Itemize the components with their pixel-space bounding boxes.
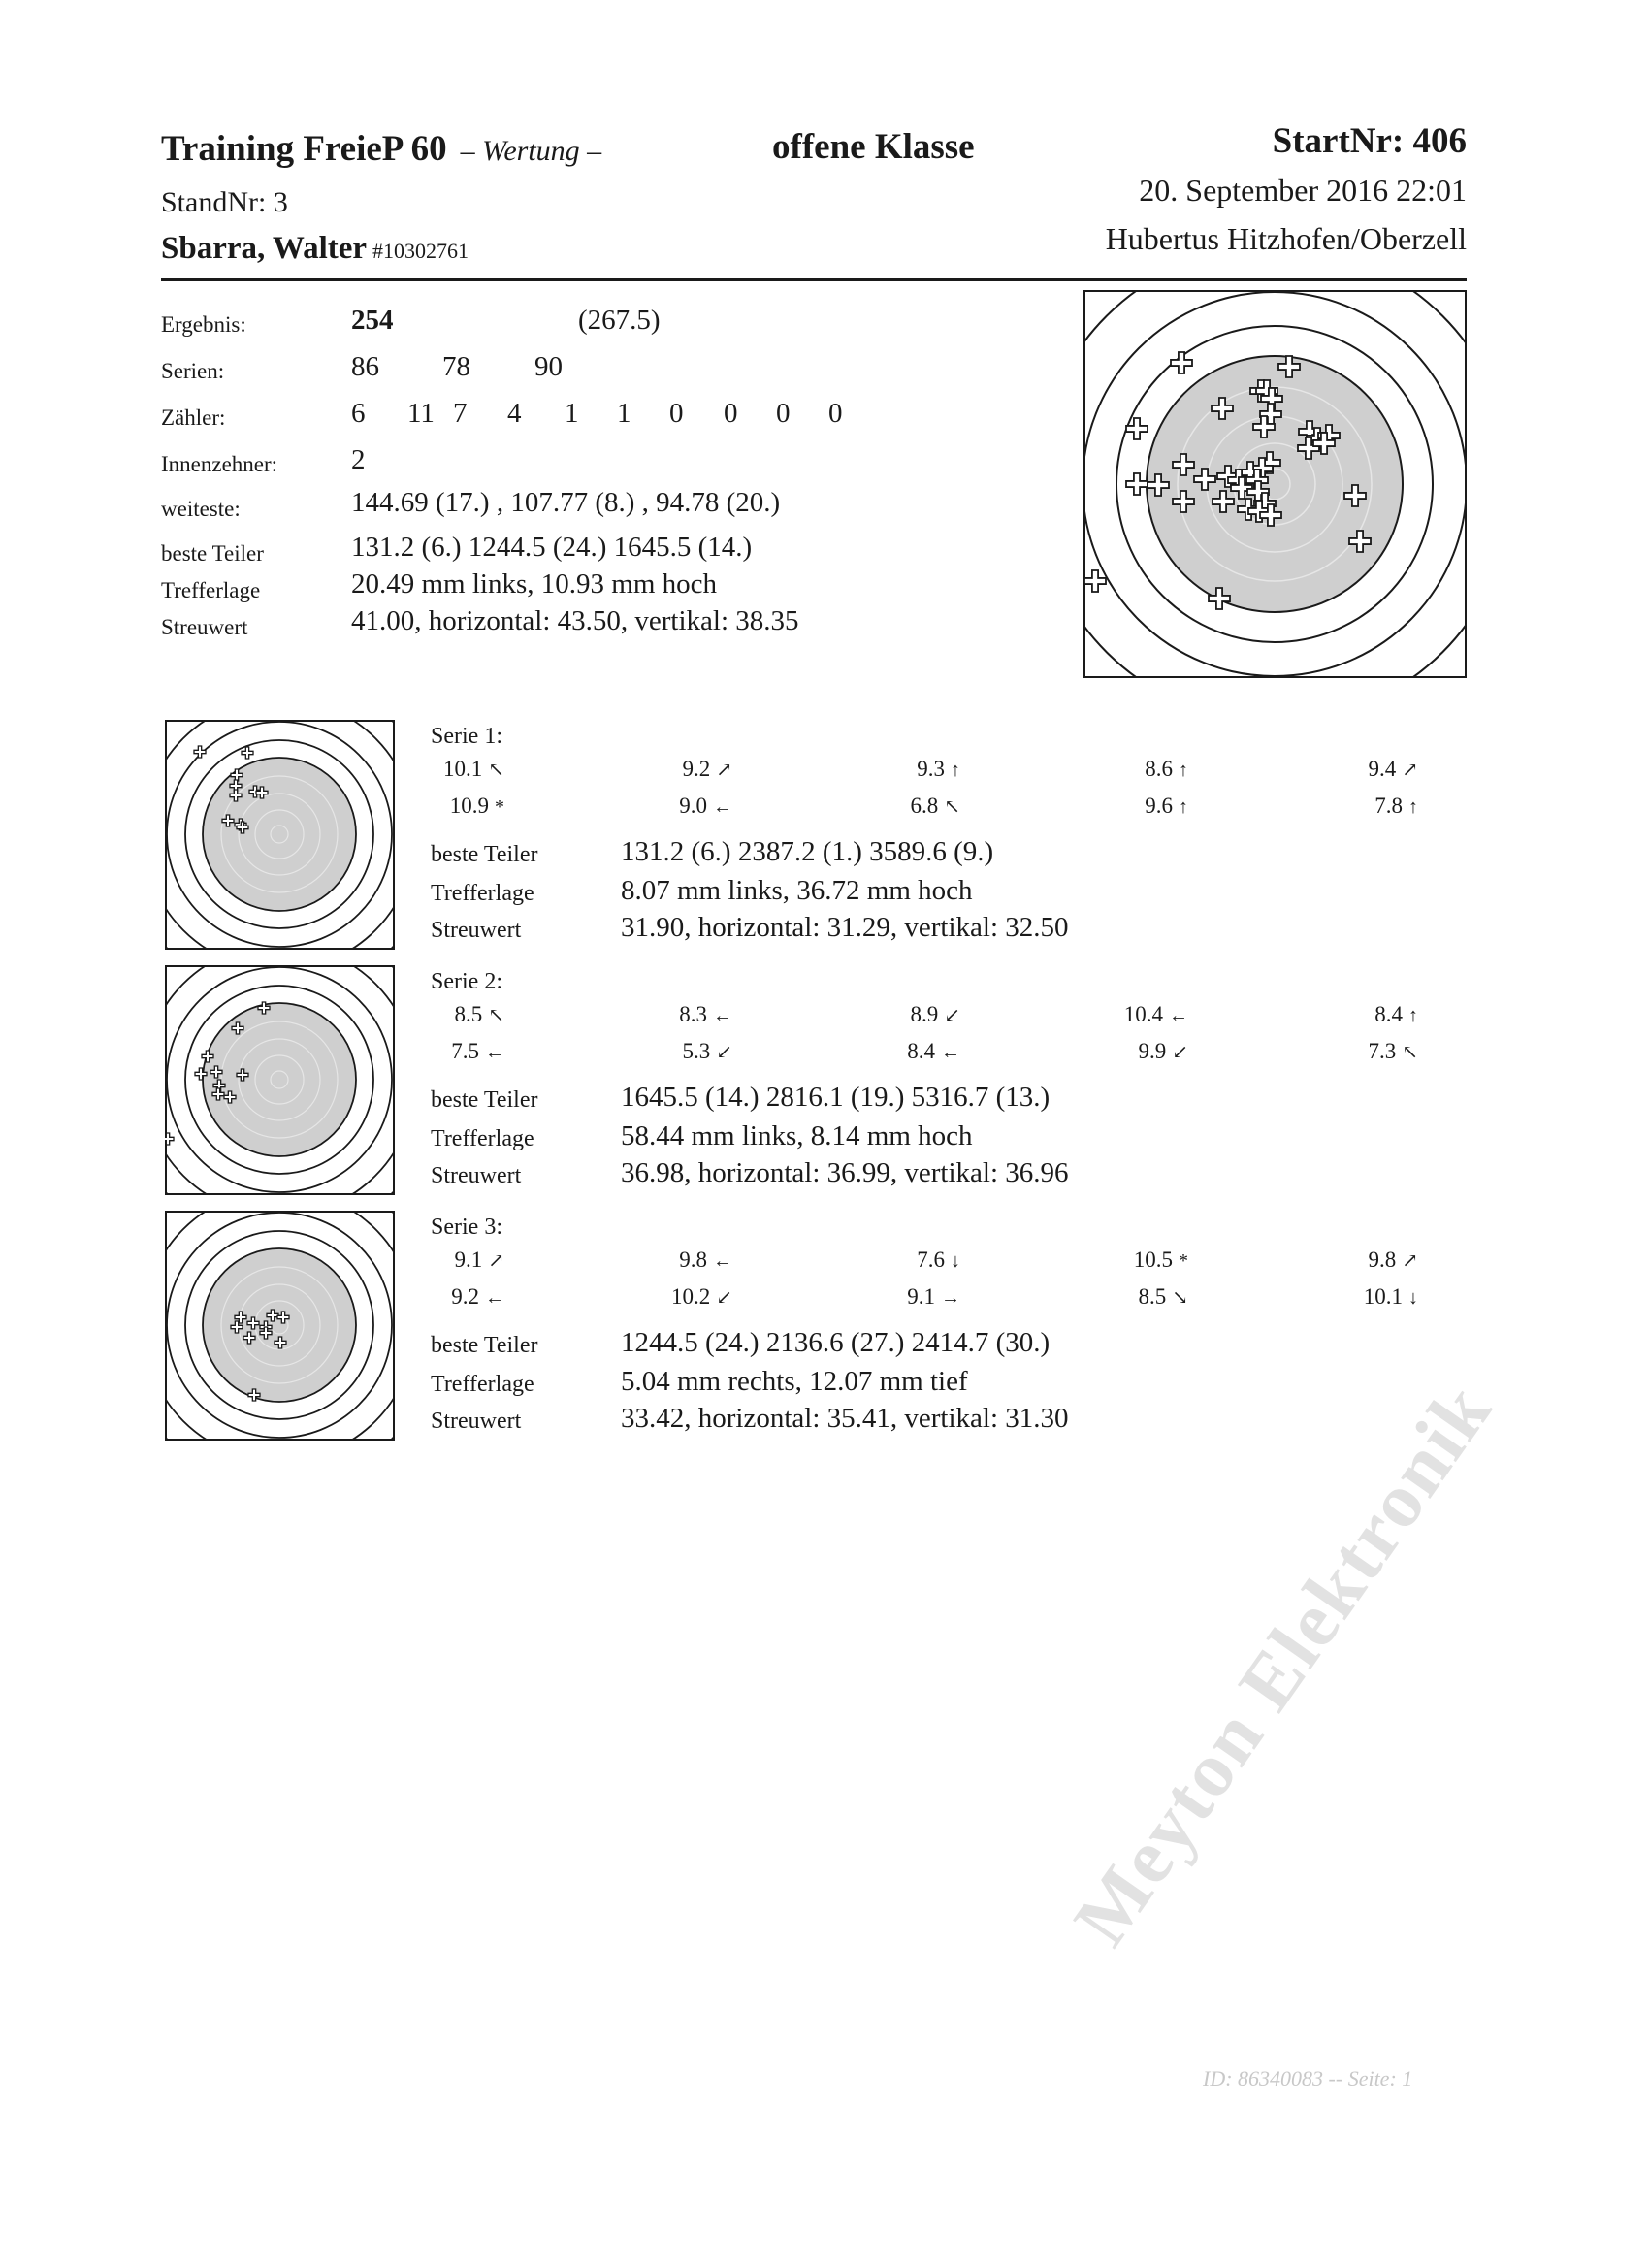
- series-2-shot-6: [388, 1039, 504, 1064]
- direction-marker: ↑: [1408, 1005, 1418, 1026]
- shot-value: 5.3: [682, 1039, 711, 1063]
- series-1-streuwert-value: 31.90, horizontal: 31.29, vertikal: 32.50: [621, 912, 1069, 943]
- shot-value: 8.5: [1138, 1284, 1167, 1309]
- direction-marker: →: [941, 1287, 960, 1309]
- zaehler-value-4: 4: [507, 398, 522, 429]
- shooter-name: [161, 231, 469, 267]
- shot-value: 9.3: [917, 757, 945, 781]
- shot-value: 9.0: [679, 794, 707, 818]
- series-3-streuwert-label: Streuwert: [431, 1409, 522, 1434]
- direction-marker: ↖: [488, 760, 504, 781]
- series-1-shot-4: [1072, 757, 1188, 782]
- series-3-teiler-label: beste Teiler: [431, 1333, 538, 1358]
- series-2-trefferlage-label: Trefferlage: [431, 1126, 534, 1151]
- shot-value: 8.4: [907, 1039, 935, 1063]
- event-date: 20. September 2016 22:01: [1139, 173, 1467, 208]
- shot-value: 9.8: [1368, 1247, 1397, 1272]
- direction-marker: ↑: [1179, 760, 1188, 781]
- direction-marker: ↖: [1402, 1042, 1418, 1063]
- zaehler-value-2: 11: [407, 398, 435, 429]
- shot-value: 10.5: [1133, 1247, 1173, 1272]
- series-1-teiler-label: beste Teiler: [431, 842, 538, 867]
- event-subtitle: – Wertung –: [460, 135, 602, 167]
- club-name: Hubertus Hitzhofen/Oberzell: [1105, 221, 1467, 256]
- direction-marker: ↗: [1402, 760, 1418, 781]
- shot-value: 9.2: [682, 757, 711, 781]
- event-title-text: Training FreieP 60: [161, 129, 447, 169]
- series-3-shot-9: [1072, 1284, 1188, 1310]
- event-title: [161, 128, 601, 170]
- series-3-shot-1: [388, 1247, 504, 1273]
- shot-value: 9.2: [451, 1284, 479, 1309]
- innenzehner-value: 2: [351, 444, 366, 475]
- series-1-shot-1: [388, 757, 504, 782]
- class-label: offene Klasse: [772, 127, 975, 167]
- direction-marker: ↙: [1172, 1042, 1188, 1063]
- shot-value: 9.1: [907, 1284, 935, 1309]
- zaehler-value-5: 1: [565, 398, 579, 429]
- ergebnis-value: 254: [351, 305, 394, 336]
- start-number: StartNr: 406: [1272, 121, 1467, 161]
- header-divider: [161, 278, 1467, 281]
- shot-value: 9.6: [1145, 794, 1173, 818]
- shot-value: 8.3: [679, 1002, 707, 1026]
- shot-value: 9.1: [454, 1247, 483, 1272]
- streuwert-label: Streuwert: [161, 615, 248, 639]
- main-target: [1083, 290, 1467, 678]
- direction-marker: ↙: [716, 1042, 732, 1063]
- shot-value: 8.4: [1374, 1002, 1403, 1026]
- series-2-teiler-label: beste Teiler: [431, 1087, 538, 1113]
- series-1-streuwert-label: Streuwert: [431, 918, 522, 943]
- zaehler-value-10: 0: [828, 398, 843, 429]
- zaehler-value-7: 0: [669, 398, 684, 429]
- series-3-shot-6: [388, 1284, 504, 1310]
- direction-marker: ←: [485, 1287, 504, 1309]
- direction-marker: ←: [1169, 1005, 1188, 1026]
- shot-value: 7.6: [917, 1247, 945, 1272]
- direction-marker: *: [495, 796, 504, 818]
- trefferlage-value: 20.49 mm links, 10.93 mm hoch: [351, 568, 717, 599]
- direction-marker: ↑: [1408, 796, 1418, 818]
- series-2-streuwert-label: Streuwert: [431, 1163, 522, 1188]
- direction-marker: ↗: [1402, 1250, 1418, 1272]
- shot-value: 8.6: [1145, 757, 1173, 781]
- series-1-shot-2: [616, 757, 732, 782]
- series-2-shot-2: [616, 1002, 732, 1027]
- series-1-shot-8: [844, 794, 960, 819]
- series-3-shot-3: [844, 1247, 960, 1273]
- series-1-shot-7: [616, 794, 732, 819]
- zaehler-value-6: 1: [617, 398, 631, 429]
- series-2-title: Serie 2:: [431, 969, 502, 994]
- series-2-streuwert-value: 36.98, horizontal: 36.99, vertikal: 36.96: [621, 1157, 1069, 1188]
- shooter-id: #10302761: [372, 239, 469, 263]
- shooter-name-text: Sbarra, Walter: [161, 231, 368, 266]
- series-3-shot-7: [616, 1284, 732, 1310]
- series-2-shot-10: [1302, 1039, 1418, 1064]
- shot-value: 7.8: [1374, 794, 1403, 818]
- shot-value: 9.4: [1368, 757, 1397, 781]
- direction-marker: ↑: [1179, 796, 1188, 818]
- shot-value: 10.2: [670, 1284, 711, 1309]
- shot-value: 10.1: [1363, 1284, 1403, 1309]
- direction-marker: ←: [713, 1250, 732, 1272]
- series-3-shot-4: [1072, 1247, 1188, 1273]
- series-1-shot-5: [1302, 757, 1418, 782]
- zaehler-value-8: 0: [724, 398, 738, 429]
- shot-value: 9.9: [1138, 1039, 1167, 1063]
- series-2-shot-3: [844, 1002, 960, 1027]
- serien-2: 78: [442, 351, 470, 382]
- teiler-label: beste Teiler: [161, 541, 264, 566]
- black-disc: [203, 1003, 356, 1156]
- shot-value: 7.3: [1368, 1039, 1397, 1063]
- shot-value: 10.1: [442, 757, 483, 781]
- series-2-shot-7: [616, 1039, 732, 1064]
- black-disc: [203, 758, 356, 911]
- direction-marker: ↑: [951, 760, 960, 781]
- shot-value: 10.4: [1123, 1002, 1163, 1026]
- series-3-teiler-value: 1244.5 (24.) 2136.6 (27.) 2414.7 (30.): [621, 1327, 1051, 1358]
- black-disc: [203, 1248, 356, 1402]
- footer-id: ID: 86340083 -- Seite: 1: [1203, 2066, 1413, 2090]
- series-3-shot-10: [1302, 1284, 1418, 1310]
- shot-value: 8.9: [910, 1002, 939, 1026]
- direction-marker: ↗: [716, 760, 732, 781]
- direction-marker: ←: [713, 1005, 732, 1026]
- series-2-shot-9: [1072, 1039, 1188, 1064]
- series-2-shot-5: [1302, 1002, 1418, 1027]
- series-1-target: [165, 720, 395, 950]
- serien-label: Serien:: [161, 359, 225, 383]
- zaehler-value-9: 0: [776, 398, 791, 429]
- ergebnis-decimal: (267.5): [578, 305, 661, 336]
- series-1-title: Serie 1:: [431, 724, 502, 749]
- series-2-target: [165, 965, 395, 1195]
- shot-value: 7.5: [451, 1039, 479, 1063]
- shot-value: 6.8: [910, 794, 939, 818]
- weiteste-label: weiteste:: [161, 497, 241, 521]
- series-1-trefferlage-value: 8.07 mm links, 36.72 mm hoch: [621, 875, 973, 906]
- zaehler-value-1: 6: [351, 398, 366, 429]
- series-1-shot-3: [844, 757, 960, 782]
- series-3-shot-2: [616, 1247, 732, 1273]
- direction-marker: ↖: [944, 796, 960, 818]
- trefferlage-label: Trefferlage: [161, 578, 261, 602]
- series-3-streuwert-value: 33.42, horizontal: 35.41, vertikal: 31.30: [621, 1403, 1069, 1434]
- series-1-shot-6: [388, 794, 504, 819]
- shot-value: 10.9: [449, 794, 489, 818]
- series-3-trefferlage-value: 5.04 mm rechts, 12.07 mm tief: [621, 1366, 968, 1397]
- weiteste-value: 144.69 (17.) , 107.77 (8.) , 94.78 (20.): [351, 487, 781, 518]
- series-1-teiler-value: 131.2 (6.) 2387.2 (1.) 3589.6 (9.): [621, 836, 994, 867]
- shot-value: 8.5: [454, 1002, 483, 1026]
- series-3-trefferlage-label: Trefferlage: [431, 1372, 534, 1397]
- direction-marker: ↘: [1172, 1287, 1188, 1309]
- direction-marker: ↖: [488, 1005, 504, 1026]
- ergebnis-label: Ergebnis:: [161, 312, 246, 337]
- shot-value: 9.8: [679, 1247, 707, 1272]
- series-2-teiler-value: 1645.5 (14.) 2816.1 (19.) 5316.7 (13.): [621, 1082, 1051, 1113]
- zaehler-label: Zähler:: [161, 405, 226, 430]
- series-3-target: [165, 1211, 395, 1441]
- series-2-shot-1: [388, 1002, 504, 1027]
- direction-marker: ←: [485, 1042, 504, 1063]
- zaehler-value-3: 7: [453, 398, 468, 429]
- direction-marker: ↙: [716, 1287, 732, 1309]
- series-3-shot-5: [1302, 1247, 1418, 1273]
- series-1-trefferlage-label: Trefferlage: [431, 881, 534, 906]
- series-2-trefferlage-value: 58.44 mm links, 8.14 mm hoch: [621, 1120, 973, 1151]
- series-3-title: Serie 3:: [431, 1215, 502, 1240]
- serien-1: 86: [351, 351, 379, 382]
- direction-marker: ←: [941, 1042, 960, 1063]
- serien-3: 90: [534, 351, 563, 382]
- direction-marker: ↓: [1408, 1287, 1418, 1309]
- series-2-shot-8: [844, 1039, 960, 1064]
- direction-marker: ←: [713, 796, 732, 818]
- teiler-value: 131.2 (6.) 1244.5 (24.) 1645.5 (14.): [351, 532, 753, 563]
- direction-marker: ↙: [944, 1005, 960, 1026]
- series-3-shot-8: [844, 1284, 960, 1310]
- series-1-shot-9: [1072, 794, 1188, 819]
- innenzehner-label: Innenzehner:: [161, 452, 278, 476]
- watermark: Meyton Elektronik: [1057, 1368, 1509, 1961]
- series-1-shot-10: [1302, 794, 1418, 819]
- direction-marker: *: [1179, 1250, 1188, 1272]
- stand-number: StandNr: 3: [161, 186, 288, 218]
- direction-marker: ↓: [951, 1250, 960, 1272]
- streuwert-value: 41.00, horizontal: 43.50, vertikal: 38.35: [351, 605, 799, 636]
- direction-marker: ↗: [488, 1250, 504, 1272]
- series-2-shot-4: [1072, 1002, 1188, 1027]
